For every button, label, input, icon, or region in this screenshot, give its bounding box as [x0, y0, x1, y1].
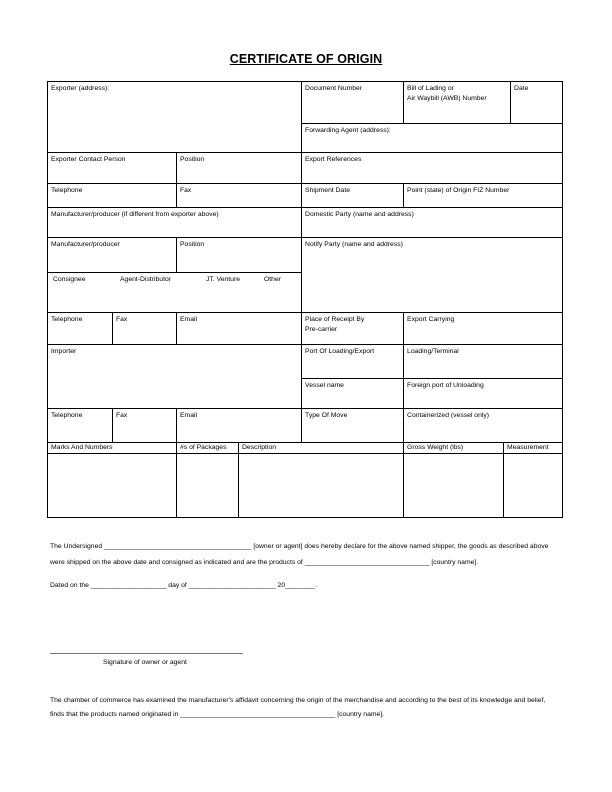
type-of-move-cell[interactable] [302, 409, 404, 443]
place-of-receipt-cell[interactable] [302, 313, 404, 345]
vessel-name-label: Vessel name [305, 382, 344, 389]
type-of-move-label: Type Of Move [305, 412, 348, 419]
description-header [239, 443, 404, 454]
manufacturer-if-different-cell[interactable] [48, 208, 302, 238]
bill-of-lading-label-line1: Bill of Lading or [407, 85, 454, 92]
importer-fax-label: Fax [116, 412, 128, 419]
exporter-address-cell[interactable] [48, 82, 302, 153]
document-number-cell[interactable] [302, 82, 404, 124]
foreign-port-unloading-label: Foreign port of Unloading [407, 382, 484, 389]
exporter-fax-label: Fax [180, 187, 192, 194]
measurement-label: Measurement [507, 444, 549, 451]
containerized-cell[interactable] [404, 409, 563, 443]
place-of-receipt-label-line1: Place of Receipt By [305, 316, 365, 323]
loading-terminal-label: Loading/Terminal [407, 348, 459, 355]
measurement-value-cell[interactable] [504, 454, 563, 518]
description-label: Description [242, 444, 276, 451]
origin-fiz-number-label: Point (state) of Origin FIZ Number [407, 187, 510, 194]
importer-telephone-cell[interactable] [48, 409, 113, 443]
certificate-form-table [47, 81, 563, 518]
manufacturer-position-label: Position [180, 241, 205, 248]
declaration-line2: were shipped on the above date and consigned as indicated and are the products of _________________________________ [country name]. [50, 559, 479, 566]
gross-weight-header [404, 443, 504, 454]
shipment-date-label: Shipment Date [305, 187, 351, 194]
consignee-email-label: Email [180, 316, 197, 323]
export-references-label: Export References [305, 156, 362, 163]
chamber-statement-line1: The chamber of commerce has examined the manufacturer's affidavit concerning the origin of the merchandise and according to the best of its knowledge and belief, [50, 697, 546, 704]
exporter-telephone-label: Telephone [51, 187, 83, 194]
port-of-loading-label: Port Of Loading/Export [305, 348, 375, 355]
measurement-header [504, 443, 563, 454]
importer-fax-cell[interactable] [113, 409, 177, 443]
num-packages-label: #s of Packages [180, 444, 227, 451]
date-cell[interactable] [511, 82, 563, 124]
manufacturer-producer-label: Manufacturer/producer [51, 241, 120, 248]
vessel-name-cell[interactable] [302, 379, 404, 409]
other-option-label: Other [264, 276, 281, 283]
consignee-option-label: Consignee [53, 276, 86, 283]
forwarding-agent-label: Forwarding Agent (address): [305, 127, 391, 134]
date-label: Date [514, 85, 529, 92]
notify-party-label: Notify Party (name and address) [305, 241, 403, 248]
foreign-port-unloading-cell[interactable] [404, 379, 563, 409]
document-number-label: Document Number [305, 85, 363, 92]
chamber-statement-line2: finds that the products named originated in _________________________________________ [country name]. [50, 711, 385, 718]
importer-label: Importer [51, 348, 77, 355]
contact-position-cell[interactable] [177, 153, 302, 184]
marks-and-numbers-value-cell[interactable] [48, 454, 177, 518]
domestic-party-label: Domestic Party (name and address) [305, 211, 414, 218]
signature-line[interactable] [50, 653, 243, 654]
loading-terminal-cell[interactable] [404, 345, 563, 379]
consignee-telephone-cell[interactable] [48, 313, 113, 345]
marks-and-numbers-header [48, 443, 177, 454]
page-title: CERTIFICATE OF ORIGIN [229, 52, 383, 66]
shipment-date-cell[interactable] [302, 184, 404, 208]
exporter-contact-person-label: Exporter Contact Person [51, 156, 126, 163]
export-carrying-cell[interactable] [404, 313, 563, 345]
port-of-loading-cell[interactable] [302, 345, 404, 379]
declaration-line1: The Undersigned _______________________________________ [owner or agent] does hereby declare for the above named shipper, the goods as described above [50, 543, 549, 550]
exporter-address-label: Exporter (address): [51, 85, 110, 92]
place-of-receipt-label-line2: Pre-carrier [305, 326, 338, 333]
notify-party-cell[interactable] [302, 238, 563, 313]
description-value-cell[interactable] [239, 454, 404, 518]
containerized-label: Containerized (vessel only) [407, 412, 490, 419]
marks-and-numbers-label: Marks And Numbers [51, 444, 113, 451]
consignee-fax-label: Fax [116, 316, 128, 323]
consignee-telephone-label: Telephone [51, 316, 83, 323]
jt-venture-option-label: JT. Venture [206, 276, 241, 283]
export-references-cell[interactable] [302, 153, 563, 184]
importer-telephone-label: Telephone [51, 412, 83, 419]
importer-email-label: Email [180, 412, 197, 419]
bill-of-lading-label-line2: Air Waybill (AWB) Number [407, 95, 487, 102]
consignee-options-cell[interactable] [48, 273, 302, 313]
bill-of-lading-cell[interactable] [404, 82, 511, 124]
num-packages-value-cell[interactable] [177, 454, 239, 518]
dated-line: Dated on the ____________________ day of _______________________ 20________. [50, 582, 318, 589]
contact-position-label: Position [180, 156, 205, 163]
consignee-email-cell[interactable] [177, 313, 302, 345]
consignee-fax-cell[interactable] [113, 313, 177, 345]
exporter-contact-person-cell[interactable] [48, 153, 177, 184]
gross-weight-value-cell[interactable] [404, 454, 504, 518]
num-packages-header [177, 443, 239, 454]
origin-fiz-number-cell[interactable] [404, 184, 563, 208]
signature-caption: Signature of owner or agent [103, 659, 187, 666]
importer-cell[interactable] [48, 345, 302, 409]
manufacturer-if-different-label: Manufacturer/producer (if different from exporter above) [51, 211, 219, 218]
gross-weight-label: Gross Weight (lbs) [407, 444, 464, 451]
agent-distributor-option-label: Agent-Distributor [120, 276, 171, 283]
importer-email-cell[interactable] [177, 409, 302, 443]
domestic-party-cell[interactable] [302, 208, 563, 238]
manufacturer-producer-cell[interactable] [48, 238, 177, 273]
exporter-fax-cell[interactable] [177, 184, 302, 208]
exporter-telephone-cell[interactable] [48, 184, 177, 208]
export-carrying-label: Export Carrying [407, 316, 455, 323]
manufacturer-position-cell[interactable] [177, 238, 302, 273]
forwarding-agent-cell[interactable] [302, 124, 563, 153]
